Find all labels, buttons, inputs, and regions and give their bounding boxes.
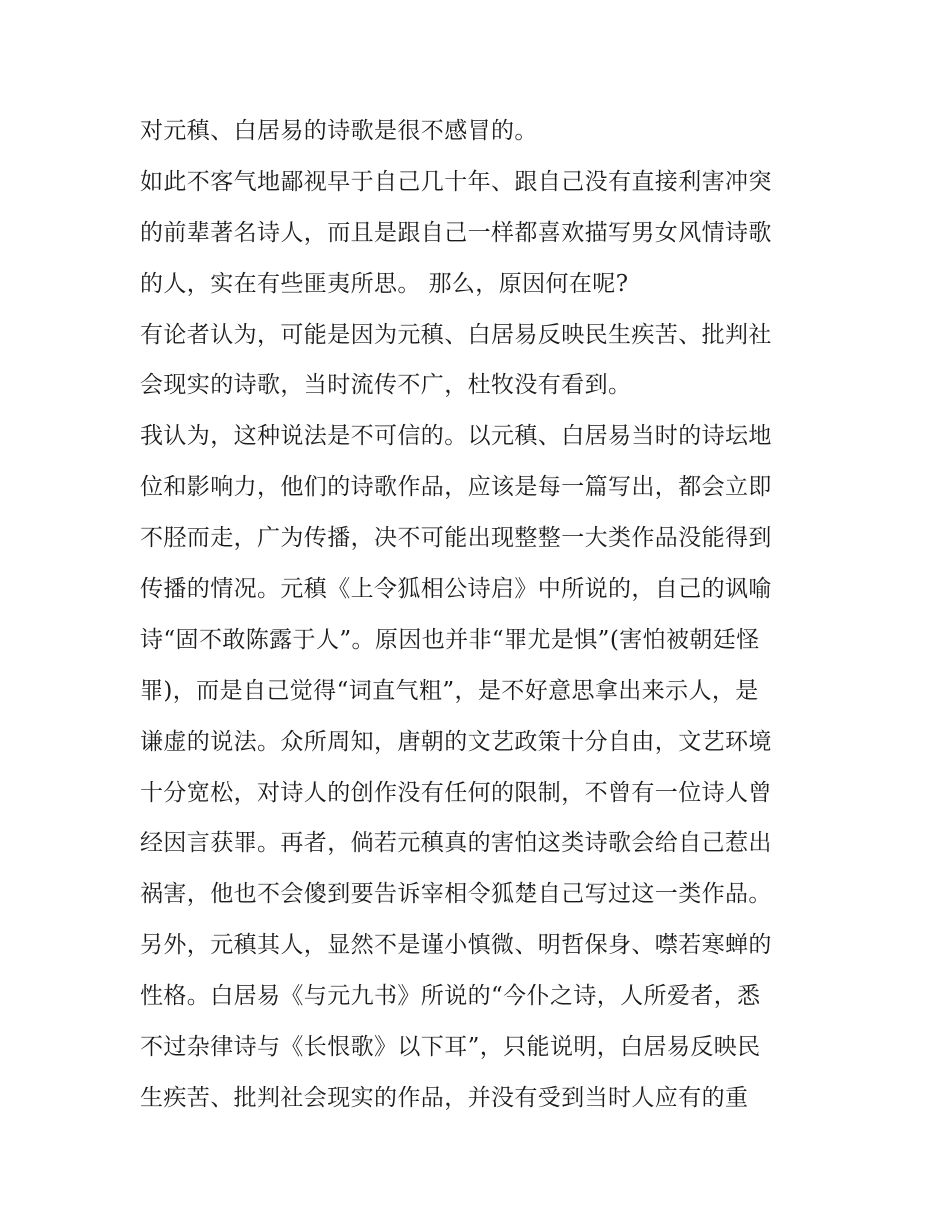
text-line: 对元稹、白居易的诗歌是很不感冒的。	[140, 118, 538, 144]
text-line: 位和影响力，他们的诗歌作品，应该是每一篇写出，都会立即	[140, 474, 772, 501]
text-line: 的前辈著名诗人，而且是跟自己一样都喜欢描写男女风情诗歌	[140, 219, 772, 246]
text-line: 生疾苦、批判社会现实的作品，并没有受到当时人应有的重	[140, 1084, 749, 1111]
text-line: 经因言获罪。再者，倘若元稹真的害怕这类诗歌会给自己惹出	[140, 830, 772, 857]
text-line: 诗“固不敢陈露于人”。原因也并非“罪尤是惧”(害怕被朝廷怪	[140, 626, 760, 653]
text-line: 不过杂律诗与《长恨歌》以下耳”，只能说明，白居易反映民	[140, 1034, 761, 1061]
body-text	[140, 106, 830, 1124]
text-line: 会现实的诗歌，当时流传不广，杜牧没有看到。	[140, 372, 632, 399]
text-line: 性格。白居易《与元九书》所说的“今仆之诗，人所爱者，悉	[140, 983, 761, 1010]
text-line: 另外，元稹其人，显然不是谨小慎微、明哲保身、噤若寒蝉的	[140, 932, 772, 959]
text-line: 祸害，他也不会傻到要告诉宰相令狐楚自己写过这一类作品。	[140, 881, 772, 908]
text-line: 有论者认为，可能是因为元稹、白居易反映民生疾苦、批判社	[140, 321, 772, 348]
text-line: 十分宽松，对诗人的创作没有任何的限制，不曾有一位诗人曾	[140, 779, 772, 806]
text-line: 我认为，这种说法是不可信的。以元稹、白居易当时的诗坛地	[140, 423, 772, 450]
text-line: 罪)，而是自己觉得“词直气粗”，是不好意思拿出来示人，是	[140, 677, 759, 704]
text-line: 如此不客气地鄙视早于自己几十年、跟自己没有直接利害冲突	[140, 168, 772, 195]
text-line: 不胫而走，广为传播，决不可能出现整整一大类作品没能得到	[140, 525, 772, 552]
text-line: 的人，实在有些匪夷所思。 那么，原因何在呢?	[140, 270, 629, 297]
text-line: 谦虚的说法。众所周知，唐朝的文艺政策十分自由，文艺环境	[140, 728, 772, 755]
text-line: 传播的情况。元稹《上令狐相公诗启》中所说的，自己的讽喻	[140, 576, 772, 603]
